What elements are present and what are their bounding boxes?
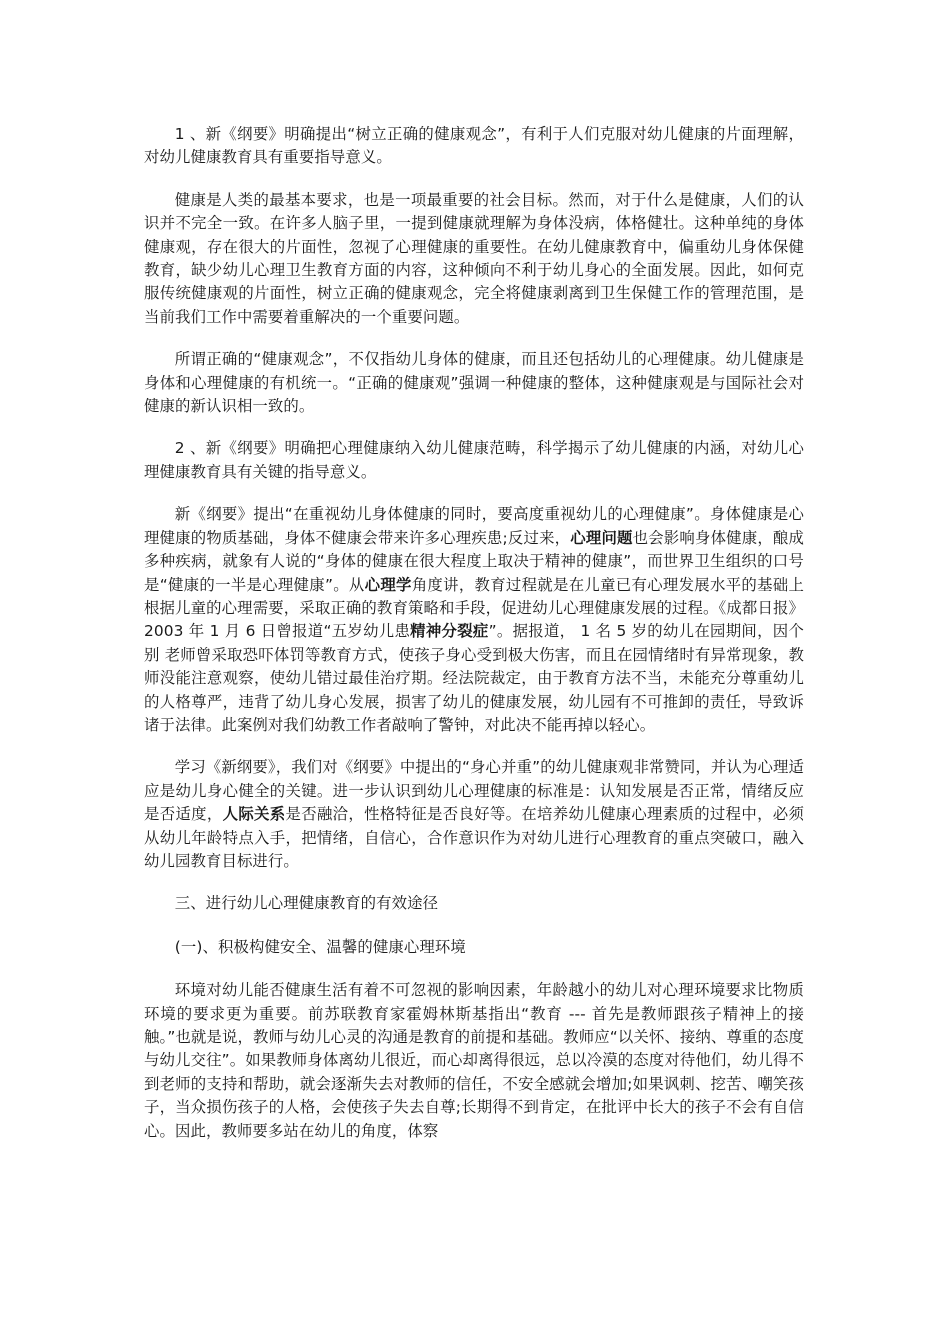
paragraph-5-text-3: 角度讲，教育过程就是在儿童已有心理发展水平的基础上根据儿童的心理需要，采取正确的教育策略和手段，促进幼儿心理健康发展的过程。《成都日报》 2003 年 1 月 6 日曾报道“五岁幼儿患: [144, 575, 804, 641]
keyword-interpersonal-relations: 人际关系: [222, 805, 286, 824]
paragraph-5-text-1: 新《纲要》提出“在重视幼儿身体健康的同时，要高度重视幼儿的心理健康”。身体健康是心理健康的物质基础，身体不健康会带来许多心理疾患;反过来，: [144, 505, 804, 547]
keyword-psychological-problem: 心理问题: [570, 528, 633, 547]
paragraph-7: 环境对幼儿能否健康生活有着不可忽视的影响因素，年龄越小的幼儿对心理环境要求比物质环境的要求更为重要。前苏联教育家霍姆林斯基指出“教育 --- 首先是教师跟孩子精神上的接触。”也就是说，教师与幼儿心灵的沟通是教育的前提和基础。教师应“以关怀、接纳、尊重的态度与幼儿交往”。如果教师身体离幼儿很近，而心却离得很远，总以冷漠的态度对待他们，幼儿得不到老师的支持和帮助，就会逐渐失去对教师的信任，不安全感就会增加;如果讽刺、挖苦、嘲笑孩子，当众损伤孩子的人格，会使孩子失去自尊;长期得不到肯定，在批评中长大的孩子不会有自信心。因此，教师要多站在幼儿的角度，体察: [144, 981, 804, 1140]
paragraph-6-text-2: 是否融洽，性格特征是否良好等。在培养幼儿健康心理素质的过程中，必须从幼儿年龄特点入手，把情绪，自信心，合作意识作为对幼儿进行心理教育的重点突破口，融入幼儿园教育目标进行。: [144, 805, 804, 870]
document-page: [144, 123, 804, 1143]
paragraph-6-text-1: 学习《新纲要》，我们对《纲要》中提出的“身心并重”的幼儿健康观非常赞同，并认为心理适应是幼儿身心健全的关键。进一步认识到幼儿心理健康的标准是：认知发展是否正常，情绪反应是否适度，: [144, 758, 804, 824]
keyword-psychology: 心理学: [364, 575, 412, 594]
paragraph-5-text-4: ”。据报道， 1 名 5 岁的幼儿在园期间，因个 别 老师曾采取恐吓体罚等教育方式，使孩子身心受到极大伤害，而且在园情绪时有异常现象，教师没能注意观察，使幼儿错过最佳治疗期。经法院裁定，由于教育方法不当，未能充分尊重幼儿的人格尊严，违背了幼儿身心发展，损害了幼儿的健康发展，幼儿园有不可推卸的责任，导致诉诸于法律。此案例对我们幼教工作者敲响了警钟，对此决不能再掉以轻心。: [144, 622, 804, 734]
paragraph-2: 健康是人类的最基本要求，也是一项最重要的社会目标。然而，对于什么是健康，人们的认识并不完全一致。在许多人脑子里，一提到健康就理解为身体没病，体格健壮。这种单纯的身体健康观，存在很大的片面性，忽视了心理健康的重要性。在幼儿健康教育中，偏重幼儿身体保健教育，缺少幼儿心理卫生教育方面的内容，这种倾向不利于幼儿身心的全面发展。因此，如何克服传统健康观的片面性，树立正确的健康观念，完全将健康剥离到卫生保健工作的管理范围，是当前我们工作中需要着重解决的一个重要问题。: [144, 190, 804, 326]
keyword-schizophrenia: 精神分裂症: [410, 622, 489, 641]
section-heading: 三、进行幼儿心理健康教育的有效途径: [174, 894, 439, 913]
paragraph-5-text-2: 也会影响身体健康，酿成多种疾病，就象有人说的“身体的健康在很大程度上取决于精神的健康”，而世界卫生组织的口号是“健康的一半是心理健康”。从: [144, 528, 804, 594]
paragraph-5: [144, 503, 804, 737]
paragraph-1: 1 、新《纲要》明确提出“树立正确的健康观念”，有利于人们克服对幼儿健康的片面理解，对幼儿健康教育具有重要指导意义。: [144, 125, 804, 167]
paragraph-4: 2 、新《纲要》明确把心理健康纳入幼儿健康范畴，科学揭示了幼儿健康的内涵，对幼儿心理健康教育具有关键的指导意义。: [144, 439, 804, 481]
paragraph-3: 所谓正确的“健康观念”，不仅指幼儿身体的健康，而且还包括幼儿的心理健康。幼儿健康是身体和心理健康的有机统一。“正确的健康观”强调一种健康的整体，这种健康观是与国际社会对健康的新认识相一致的。: [144, 350, 804, 416]
paragraph-6: [144, 756, 804, 873]
subsection-heading: (一)、积极构健安全、温馨的健康心理环境: [174, 937, 466, 956]
